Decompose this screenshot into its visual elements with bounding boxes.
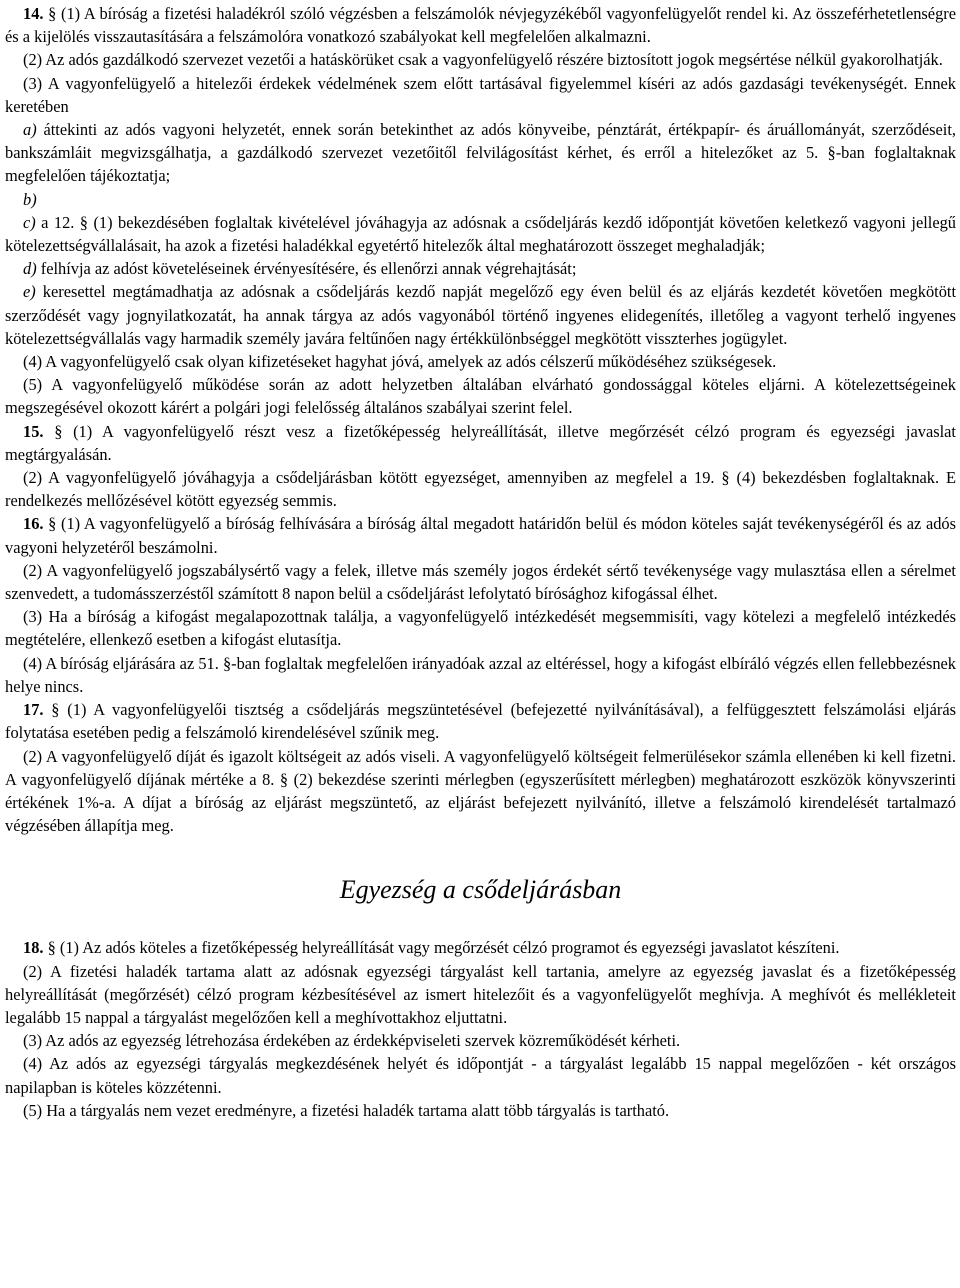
section-18-para-1: 18. § (1) Az adós köteles a fizetőképesség helyreállítását vagy megőrzését célzó programot és egyezségi javaslatot készíteni. [23, 938, 840, 958]
section-18-para-3: (3) Az adós az egyezség létrehozása érdekében az érdekképviseleti szervek közreműködését kérheti. [23, 1031, 681, 1051]
section-18-para-4: (4) Az adós az egyezségi tárgyalás megkezdésének helyét és időpontját - a tárgyalást legalább 15 nappal megelőzően - két országos napilapban is köteles közzétenni. [5, 1054, 956, 1097]
section-14-point-a: a) áttekinti az adós vagyoni helyzetét, ennek során betekinthet az adós könyveibe, pénztárát, értékpapír- és áruállományát, szerződéseit, bankszámláit megvizsgálhatja, a gazdálkodó szervezet vezetőitől felvilágosítást kérhet, és erről a hitelezőket az 5. §-ban foglaltaknak megfelelően tájékoztatja; [5, 120, 956, 186]
section-14-point-e: e) keresettel megtámadhatja az adósnak a csődeljárás kezdő napját megelőző egy éven belül és az eljárás kezdetét követően megkötött szerződését vagy jognyilatkozatát, ha annak tárgya az adós vagyonából történő ingyenes elidegenítés, illetőleg a vagyont terhelő ingyenes kötelezettségvállalás vagy harmadik személy javára feltűnően nagy értékkülönbséggel megkötött visszterhes jogügylet. [5, 282, 956, 348]
section-14-para-4: (4) A vagyonfelügyelő csak olyan kifizetéseket hagyhat jóvá, amelyek az adós célszerű működéséhez szükségesek. [23, 352, 777, 372]
section-16-para-2: (2) A vagyonfelügyelő jogszabálysértő vagy a felek, illetve más személy jogos érdekét sértő tevékenysége vagy mulasztása ellen a sérelmet szenvedett, a tudomásszerzéstől számított 8 napon belül a csődeljárást lefolytató bírósághoz kifogással élhet. [5, 560, 956, 604]
section-17-para-2: (2) A vagyonfelügyelő díját és igazolt költségeit az adós viseli. A vagyonfelügyelő költségeit felmerülésekor számla ellenében ki kell fizetni. A vagyonfelügyelő díjának mértéke a 8. § (2) bekezdése szerinti mérlegben (egyszerűsített mérlegben) meghatározott eszközök könyvszerinti értékének 1%-a. A díjat a bíróság az eljárást megszüntető, az eljárást befejezett nyilvánító, illetve a felszámoló kirendelését tartalmazó végzésében állapítja meg. [5, 746, 956, 836]
section-18-para-5: (5) Ha a tárgyalás nem vezet eredményre, a fizetési haladék tartama alatt több tárgyalás is tartható. [23, 1100, 670, 1120]
section-number: 15. [23, 421, 44, 441]
section-14-para-3: (3) A vagyonfelügyelő a hitelezői érdekek védelmének szem előtt tartásával figyelemmel kíséri az adós gazdasági tevékenységét. Ennek keretében [5, 73, 956, 116]
section-number: 14. [23, 4, 44, 23]
section-18-para-2: (2) A fizetési haladék tartama alatt az adósnak egyezségi tárgyalást kell tartania, amelyre az egyezség javaslat és a fizetőképesség helyreállítását (megőrzését) célzó program kézbesítésével az ismert hitelezőit és a vagyonfelügyelőt meghívja. A meghívót és mellékleteit legalább 15 nappal a tárgyalást megelőzően kell a meghívottakhoz eljuttatni. [5, 961, 956, 1027]
section-14-para-1: 14. § (1) A bíróság a fizetési haladékról szóló végzésben a felszámolók névjegyzékéből vagyonfelügyelőt rendel ki. Az összeférhetetlenségre és a kijelölés visszautasítására a felszámolóra vonatkozó szabályokat kell megfelelően alkalmazni. [5, 4, 956, 47]
section-14-para-2: (2) Az adós gazdálkodó szervezet vezetői a hatáskörüket csak a vagyonfelügyelő részére biztosított jogok megsértése nélkül gyakorolhatják. [23, 50, 943, 70]
section-16-para-3: (3) Ha a bíróság a kifogást megalapozottnak találja, a vagyonfelügyelő intézkedését megsemmisíti, vagy kötelezi a megfelelő intézkedés megtételére, ellenkező esetben a kifogást elutasítja. [5, 607, 956, 650]
section-14-point-c: c) a 12. § (1) bekezdésében foglaltak kivételével jóváhagyja az adósnak a csődeljárás kezdő időpontját követően keletkező vagyoni jellegű kötelezettségvállalásait, ha azok a fizetési haladékkal egyetértő hitelezők által meghatározott összeget meghaladják; [5, 212, 956, 256]
section-16-para-4: (4) A bíróság eljárására az 51. §-ban foglaltak megfelelően irányadóak azzal az eltéréssel, hogy a kifogást elbíráló végzés ellen fellebbezésnek helye nincs. [5, 653, 956, 696]
section-number: 17. [23, 700, 44, 720]
chapter-title: Egyezség a csődeljárásban [339, 875, 622, 905]
section-15-para-2: (2) A vagyonfelügyelő jóváhagyja a csődeljárásban kötött egyezséget, amennyiben az megfelel a 19. § (4) bekezdésben foglaltaknak. E rendelkezés mellőzésével kötött egyezség semmis. [5, 468, 956, 511]
section-14-para-5: (5) A vagyonfelügyelő működése során az adott helyzetben általában elvárható gondossággal köteles eljárni. A kötelezettségeinek megszegésével okozott kárért a polgári jogi felelősség általános szabályai szerint felel. [5, 375, 956, 418]
section-17-para-1: 17. § (1) A vagyonfelügyelői tisztség a csődeljárás megszüntetésével (befejezetté nyilvánításával), a felfüggesztett felszámolási eljárás folytatása esetében pedig a felszámoló kirendelésével szűnik meg. [5, 700, 956, 743]
section-14-point-d: d) felhívja az adóst követeléseinek érvényesítésére, és ellenőrzi annak végrehajtását; [23, 259, 577, 279]
section-number: 18. [23, 938, 44, 958]
section-15-para-1: 15. § (1) A vagyonfelügyelő részt vesz a fizetőképesség helyreállítását, illetve megőrzését célzó program és egyezségi javaslat megtárgyalásán. [5, 421, 956, 464]
section-14-point-b: b) [23, 189, 37, 209]
section-number: 16. [23, 514, 44, 534]
section-16-para-1: 16. § (1) A vagyonfelügyelő a bíróság felhívására a bíróság által megadott határidőn belül és módon köteles saját tevékenységéről és az adós vagyoni helyzetéről beszámolni. [5, 514, 956, 557]
